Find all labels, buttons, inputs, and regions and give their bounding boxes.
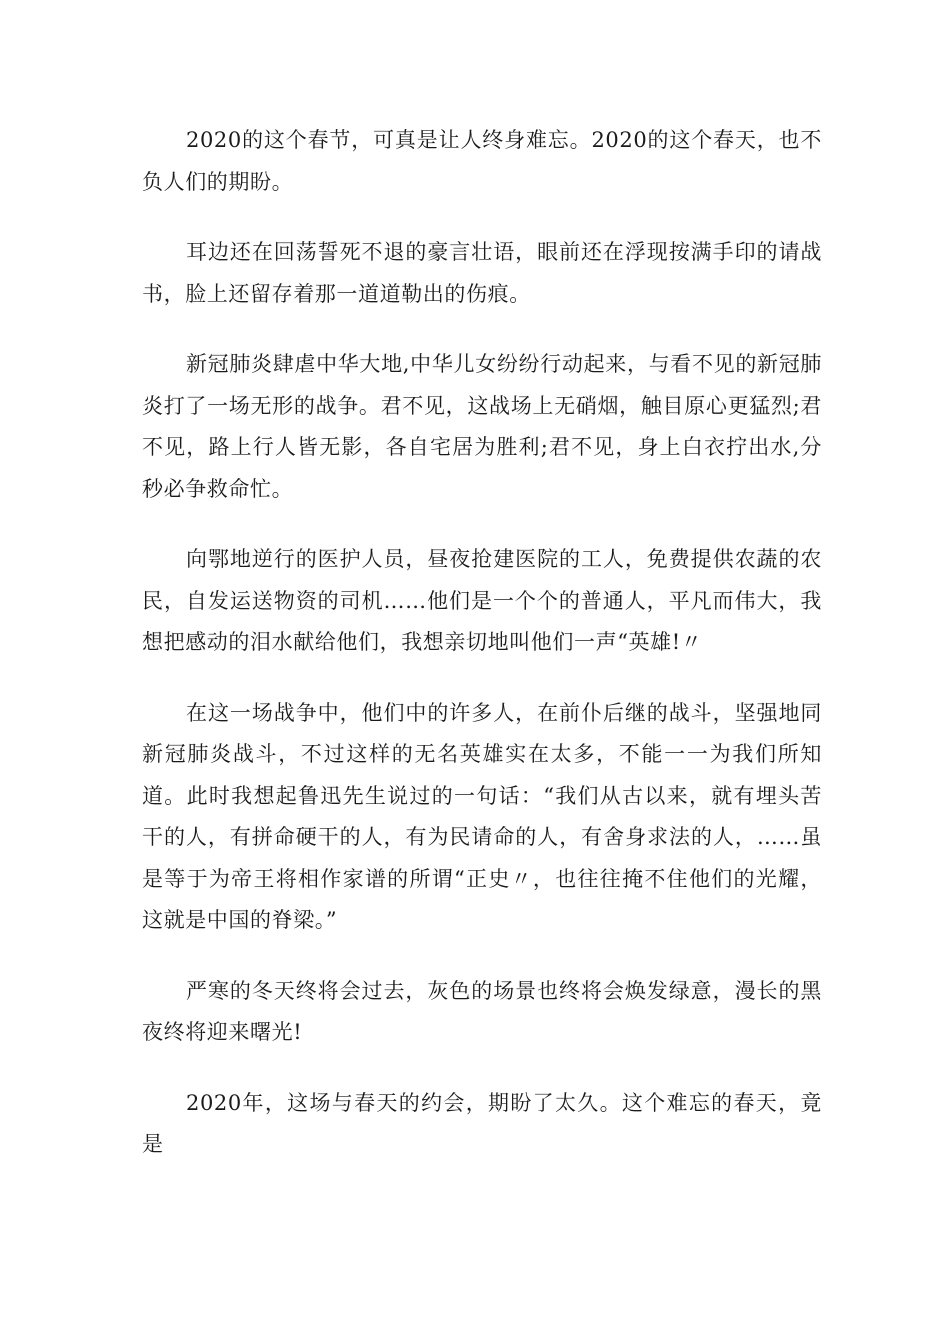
- document-body: [142, 120, 822, 1166]
- paragraph: 向鄂地逆行的医护人员，昼夜抢建医院的工人，免费提供农蔬的农民，自发运送物资的司机……他们是一个个的普通人，平凡而伟大，我想把感动的泪水献给他们，我想亲切地叫他们一声“英雄!〃: [142, 547, 822, 654]
- paragraph: 耳边还在回荡誓死不退的豪言壮语，眼前还在浮现按满手印的请战书，脸上还留存着那一道道勒出的伤痕。: [142, 240, 822, 306]
- paragraph: 严寒的冬天终将会过去，灰色的场景也终将会焕发绿意，漫长的黑夜终将迎来曙光!: [142, 978, 822, 1044]
- paragraph: 2020年，这场与春天的约会，期盼了太久。这个难忘的春天，竟是: [142, 1090, 822, 1156]
- paragraph: 2020的这个春节，可真是让人终身难忘。2020的这个春天，也不负人们的期盼。: [142, 128, 822, 194]
- paragraph: 在这一场战争中，他们中的许多人，在前仆后继的战斗，坚强地同新冠肺炎战斗，不过这样的无名英雄实在太多，不能一一为我们所知道。此时我想起鲁迅先生说过的一句话：“我们从古以来，就有埋头苦干的人，有拼命硬干的人，有为民请命的人，有舍身求法的人，……虽是等于为帝王将相作家谱的所谓“正史〃，也往往掩不住他们的光耀，这就是中国的脊梁。”: [142, 700, 822, 932]
- paragraph: 新冠肺炎肆虐中华大地,中华儿女纷纷行动起来，与看不见的新冠肺炎打了一场无形的战争。君不见，这战场上无硝烟，触目原心更猛烈;君不见，路上行人皆无影，各自宅居为胜利;君不见，身上白衣拧出水,分秒必争救命忙。: [142, 352, 822, 501]
